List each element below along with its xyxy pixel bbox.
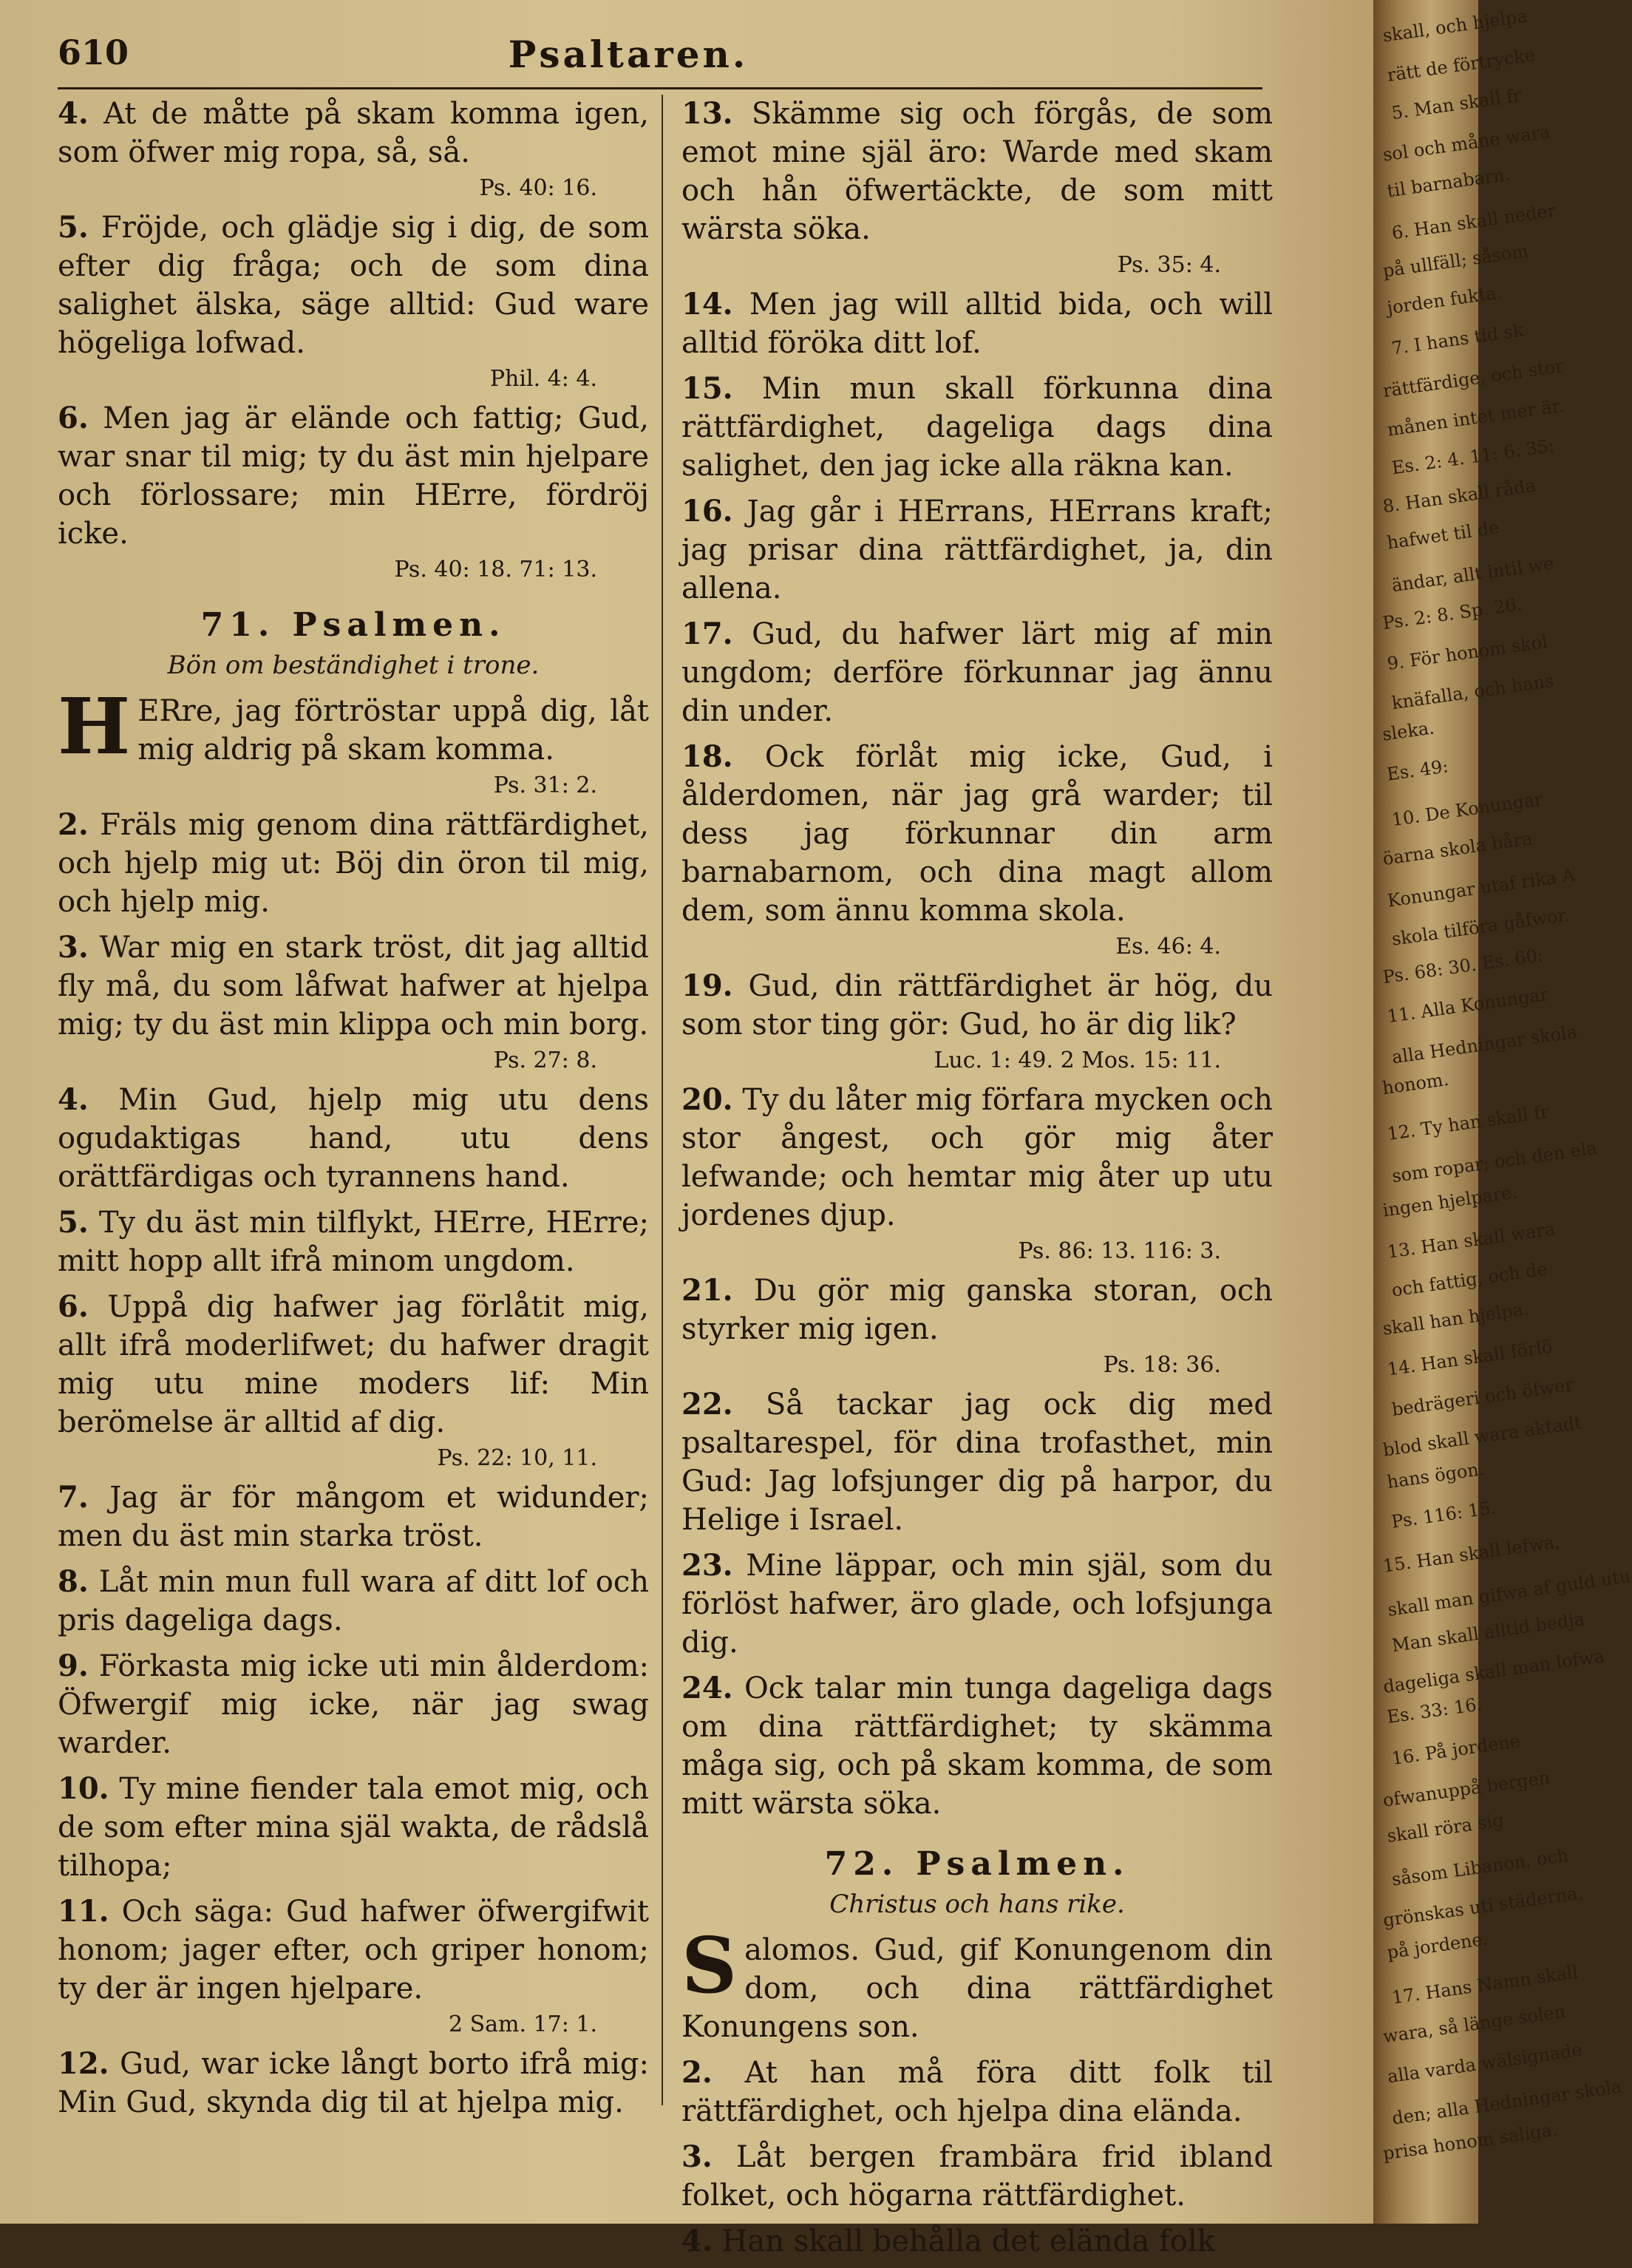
verse [681, 1546, 1273, 1662]
facing-page-fragment: Ps. 68: 30. Es. 60: [1381, 944, 1545, 988]
facing-page-fragment: bedrägeri och öfwer [1390, 1374, 1575, 1421]
verse-text: Ock talar min tunga dageliga dags om dina rättfärdighet; ty skämma måga sig, och på skam komma, de som mitt wärsta söka. [681, 1671, 1273, 1821]
cross-reference: Phil. 4: 4. [489, 366, 597, 392]
verse-number: 19. [681, 968, 733, 1003]
facing-page-fragment: sol och måne wara [1381, 121, 1551, 166]
facing-page-fragment: ingen hjelpare. [1381, 1181, 1519, 1221]
verse-number: 13. [681, 96, 733, 131]
facing-page-fragment: såsom Libanon, och [1390, 1844, 1570, 1890]
verse-number: 14. [681, 287, 733, 322]
verse [58, 1770, 649, 1885]
verse-number: 6. [58, 401, 89, 435]
verse-number: 2. [681, 2055, 713, 2090]
facing-page-fragment: Es. 33: 16. [1385, 1694, 1483, 1728]
cross-reference: Ps. 18: 36. [1103, 1352, 1221, 1378]
verse [681, 370, 1273, 485]
facing-page-fragment: skola tilföra gåfwor. [1390, 904, 1571, 950]
right-column [681, 95, 1273, 2268]
facing-page-fragment: och fattig, och de [1390, 1258, 1549, 1301]
verse-number: 4. [58, 1082, 89, 1117]
verse [681, 615, 1273, 730]
verse-number: 3. [58, 930, 89, 965]
facing-page-fragment: honom. [1381, 1068, 1450, 1099]
verse-text: Ty du äst min tilflykt, HErre, HErre; mitt hopp allt ifrå minom ungdom. [58, 1206, 649, 1278]
facing-page-fragment: dageliga skall man lofwa [1381, 1646, 1606, 1697]
facing-page-fragment: 16. På jordene [1390, 1730, 1522, 1770]
verse-number: 7. [58, 1480, 89, 1515]
verse [58, 1203, 649, 1280]
facing-page-fragment: jorden fukta. [1385, 282, 1503, 319]
verse-text: Ock förlåt mig icke, Gud, i ålderdomen, när jag grå warder; til dess jag förkunnar din arm barnabarnom, och dina magt allom dem, som ännu komma skola. [681, 740, 1273, 928]
facing-page-fragment: 10. De Konungar [1390, 788, 1545, 831]
psalm-heading: 72. Psalmen. [824, 1845, 1130, 1883]
verse-number: 21. [681, 1273, 733, 1308]
verse-text: alomos. Gud, gif Konungenom din dom, och dina rättfärdighet Konungens son. [681, 1933, 1273, 2044]
drop-cap: S [681, 1920, 738, 2011]
facing-page-fragment: Es. 49: [1385, 756, 1450, 785]
facing-page-fragment: alla varda wälsignade [1386, 2039, 1584, 2088]
facing-page-fragment: ändar, allt intil we [1390, 552, 1555, 597]
verse [681, 2222, 1273, 2261]
verse [58, 1892, 649, 2008]
facing-page-fragment: skall man gifwa af guld utu [1386, 1566, 1632, 1620]
verse [681, 1669, 1273, 1823]
verse [681, 738, 1273, 930]
verse-text: ERre, jag förtröstar uppå dig, låt mig aldrig på skam komma. [137, 694, 649, 767]
verse [58, 928, 649, 1044]
verse-text: Jag går i HErrans, HErrans kraft; jag prisar dina rättfärdighet, ja, din allena. [681, 495, 1273, 605]
cross-reference: Ps. 22: 10, 11. [437, 1445, 597, 1471]
verse [58, 1563, 649, 1640]
facing-page-fragment: blod skall wara aktadt [1381, 1412, 1583, 1461]
page-title: Psaltaren. [508, 33, 749, 76]
verse [58, 1081, 649, 1196]
verse-text: Förkasta mig icke uti min ålderdom: Öfwergif mig icke, när jag swag warder. [58, 1649, 649, 1760]
facing-page-fragment: knäfalla, och hans [1390, 670, 1555, 714]
opening-verse [58, 681, 649, 772]
drop-cap: H [58, 681, 131, 772]
verse-text: Han skall behålla det elända folk [712, 2224, 1215, 2258]
facing-page-fragment: på ullfäll; såsom [1381, 240, 1530, 282]
facing-page-fragment: öarna skola båra [1381, 827, 1534, 870]
verse-text: Fröjde, och glädje sig i dig, de som efter dig fråga; och de som dina salighet älska, säge alltid: Gud ware högeliga lofwad. [58, 211, 649, 360]
facing-page-fragment: 17. Hans Namn skall [1390, 1961, 1580, 2009]
psalm-subtitle: Christus och hans rike. [829, 1890, 1125, 1919]
verse [58, 95, 649, 172]
verse-text: At han må föra ditt folk til rättfärdighet, och hjelpa dina elända. [681, 2056, 1273, 2128]
facing-page-fragment: sleka. [1381, 717, 1436, 745]
cross-reference: Es. 46: 4. [1115, 934, 1221, 960]
cross-reference: Luc. 1: 49. 2 Mos. 15: 11. [934, 1048, 1221, 1073]
verse [58, 806, 649, 921]
header-rule [58, 87, 1262, 89]
cross-reference: 2 Sam. 17: 1. [448, 2011, 597, 2037]
verse [681, 967, 1273, 1044]
verse-text: Min Gud, hjelp mig utu dens ogudaktigas hand, utu dens orättfärdigas och tyrannens hand. [58, 1083, 649, 1194]
opening-verse [681, 1920, 1273, 2046]
facing-page-fragment: prisa honom saliga. [1381, 2119, 1560, 2165]
facing-page-fragment: 5. Man skall fr [1390, 84, 1523, 124]
verse [681, 1385, 1273, 1539]
facing-page-fragment: Konungar utaf rika A [1386, 864, 1577, 911]
verse-number: 16. [681, 494, 733, 529]
verse-number: 11. [58, 1894, 109, 1929]
verse-number: 9. [58, 1649, 89, 1683]
facing-page-fragment: Ps. 116: 15. [1390, 1497, 1498, 1532]
psalm-subtitle: Bön om beständighet i trone. [167, 651, 540, 680]
verse [681, 95, 1273, 248]
verse-text: Låt min mun full wara af ditt lof och pris dageliga dags. [58, 1565, 649, 1637]
verse-number: 22. [681, 1387, 733, 1422]
verse-number: 12. [58, 2046, 109, 2081]
verse-text: At de måtte på skam komma igen, som öfwer mig ropa, så, så. [58, 97, 649, 169]
verse [681, 2138, 1273, 2215]
verse-number: 4. [681, 2224, 713, 2258]
facing-page-fragment: 12. Ty han skall fr [1386, 1101, 1551, 1145]
verse-number: 6. [58, 1289, 89, 1324]
verse [58, 399, 649, 553]
verse-number: 4. [58, 96, 89, 131]
verse [58, 1647, 649, 1762]
cross-reference: Ps. 86: 13. 116: 3. [1018, 1238, 1221, 1264]
facing-page-fragment: Ps. 2: 8. Sp. 26. [1381, 593, 1523, 634]
verse-text: Jag är för mångom et widunder; men du äst min starka tröst. [58, 1481, 649, 1553]
verse-number: 8. [58, 1564, 89, 1599]
facing-page-fragment: 13. Han skall wara [1386, 1218, 1557, 1263]
cross-reference: Ps. 27: 8. [493, 1048, 597, 1073]
facing-page-fragment: 9. För honom skol [1386, 631, 1549, 675]
verse [681, 285, 1273, 362]
facing-page-fragment: grönskas uti städerna, [1381, 1882, 1585, 1931]
verse [58, 2045, 649, 2122]
facing-page-fragment: wara, så länge solen [1381, 2000, 1567, 2048]
facing-page-fragment: skall han hjelpa. [1381, 1298, 1531, 1340]
verse-text: Ty du låter mig förfara mycken och stor ångest, och gör mig åter lefwande; och hemtar mig åter up utu jordenes djup. [681, 1083, 1273, 1232]
verse-text: Låt bergen frambära frid ibland folket, och högarna rättfärdighet. [681, 2140, 1273, 2213]
facing-page-fragment: skall röra sig [1385, 1810, 1506, 1847]
column-divider [662, 95, 663, 2105]
verse-text: Men jag will alltid bida, och will alltid föröka ditt lof. [681, 288, 1273, 360]
verse-text: Ty mine fiender tala emot mig, och de som efter mina själ wakta, de rådslå tilhopa; [58, 1772, 649, 1883]
psalm-heading: 71. Psalmen. [200, 606, 506, 644]
verse [681, 2054, 1273, 2131]
facing-page-fragment: rättfärdige, och stor [1381, 355, 1565, 402]
verse-text: Gud, du hafwer lärt mig af min ungdom; derföre förkunnar jag ännu din under. [681, 617, 1273, 728]
verse-text: Gud, war icke långt borto ifrå mig: Min Gud, skynda dig til at hjelpa mig. [58, 2047, 649, 2119]
facing-page-fragment: 14. Han skall förlö [1386, 1336, 1554, 1380]
facing-page-fragment: rätt de förtrycke [1386, 44, 1537, 86]
verse [681, 1081, 1273, 1235]
facing-page-fragment: den; alla Hedningar skola [1390, 2076, 1623, 2129]
facing-page-fragment: ofwanuppå bergen [1381, 1767, 1551, 1811]
facing-page-fragment: hans ögon. [1385, 1458, 1486, 1493]
facing-page-fragment: 6. Han skall neder [1390, 200, 1557, 244]
facing-page-fragment: 7. I hans tid sk [1390, 319, 1526, 359]
verse-text: Och säga: Gud hafwer öfwergifwit honom; jager efter, och griper honom; ty der är ingen hjelpare. [58, 1895, 649, 2006]
facing-page-fragment: månen intet mer är. [1386, 395, 1565, 441]
cross-reference: Ps. 31: 2. [493, 773, 597, 798]
verse-text: Uppå dig hafwer jag förlåtit mig, allt ifrå moderlifwet; du hafwer dragit mig utu mine moders lif: Min berömelse är alltid af dig. [58, 1290, 649, 1439]
cross-reference: Ps. 35: 4. [1117, 252, 1221, 278]
verse-number: 2. [58, 807, 89, 842]
verse-text: Gud, din rättfärdighet är hög, du som stor ting gör: Gud, ho är dig lik? [681, 969, 1273, 1042]
verse-text: Min mun skall förkunna dina rättfärdighet, dageliga dags dina salighet, den jag icke alla räkna kan. [681, 372, 1273, 483]
facing-page-fragment: som ropar; och den ela [1390, 1137, 1599, 1187]
page-number: 610 [58, 33, 129, 72]
facing-page-fragment: skall, och hjelpa [1381, 5, 1529, 47]
verse-text: Så tackar jag ock dig med psaltarespel, för dina trofasthet, min Gud: Jag lofsjunger dig på harpor, du Helige i Israel. [681, 1388, 1273, 1537]
left-column [58, 95, 649, 2129]
verse [681, 492, 1273, 608]
facing-page-fragment: 8. Han skall råda [1381, 475, 1537, 517]
facing-page-fragment: hafwet til de [1385, 517, 1501, 554]
verse-text: Fräls mig genom dina rättfärdighet, och hjelp mig ut: Böj din öron til mig, och hjelp mig. [58, 808, 649, 919]
verse [58, 1478, 649, 1555]
verse-number: 10. [58, 1771, 109, 1806]
verse-text: Mine läppar, och min själ, som du förlöst hafwer, äro glade, och lofsjunga dig. [681, 1549, 1273, 1660]
verse-number: 15. [681, 371, 733, 406]
facing-page-fragment: Es. 2: 4. 11: 6. 35: [1390, 435, 1556, 479]
facing-page-fragment: til barnabarn. [1385, 163, 1512, 202]
facing-page-edge [1373, 0, 1632, 2224]
verse [58, 1288, 649, 1442]
verse-text: Men jag är elände och fattig; Gud, war snar til mig; ty du äst min hjelpare och förlossare; min HErre, fördröj icke. [58, 401, 649, 551]
facing-page-fragment: 11. Alla Konungar [1386, 983, 1550, 1028]
facing-page-fragment: alla Hedningar skola [1390, 1021, 1579, 1068]
verse-number: 23. [681, 1548, 733, 1583]
verse-number: 5. [58, 1205, 89, 1240]
facing-page-fragment: på jordene. [1385, 1928, 1489, 1963]
verse-number: 18. [681, 739, 733, 774]
cross-reference: Ps. 40: 16. [479, 175, 597, 201]
cross-reference: Ps. 40: 18. 71: 13. [394, 557, 597, 583]
verse-number: 17. [681, 617, 733, 651]
facing-page-fragment: Man skall alltid bedja [1390, 1608, 1586, 1657]
verse [58, 208, 649, 362]
verse-number: 24. [681, 1671, 733, 1705]
verse [681, 1271, 1273, 1348]
verse-text: Du gör mig ganska storan, och styrker mig igen. [681, 1274, 1273, 1346]
verse-number: 20. [681, 1082, 733, 1117]
verse-text: War mig en stark tröst, dit jag alltid fly må, du som låfwat hafwer at hjelpa mig; ty du äst min klippa och min borg. [58, 931, 649, 1042]
verse-text: Skämme sig och förgås, de som emot mine själ äro: Warde med skam och hån öfwertäckte, de som mitt wärsta söka. [681, 97, 1273, 246]
facing-page-fragment: 15. Han skall lefwa, [1381, 1531, 1562, 1577]
verse-number: 3. [681, 2139, 713, 2174]
verse-number: 5. [58, 210, 89, 245]
